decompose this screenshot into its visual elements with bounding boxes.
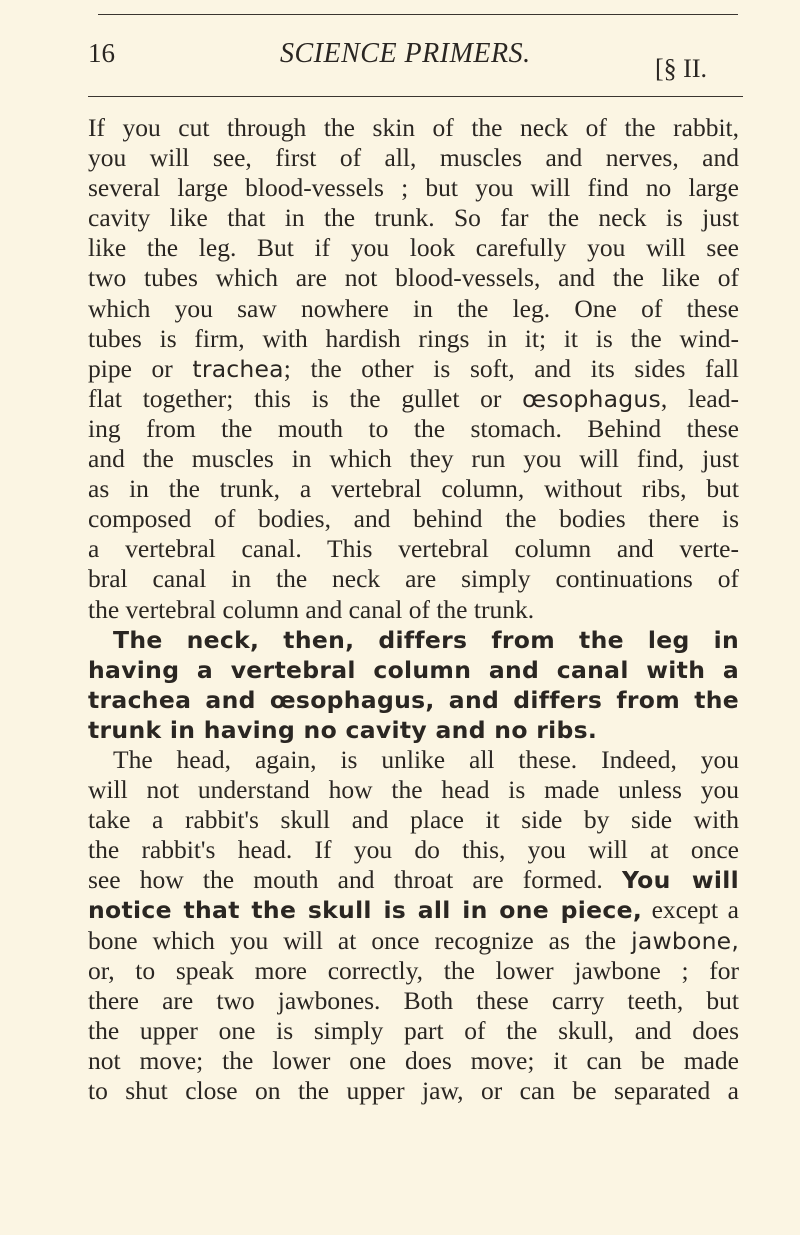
text-line: several large blood-vessels ; but you will find no large: [88, 173, 739, 203]
text-line: [88, 384, 739, 414]
text-line: not move; the lower one does move; it can be made: [88, 1045, 739, 1075]
text-line: bral canal in the neck are simply continuations of: [88, 564, 739, 594]
text-line: the rabbit's head. If you do this, you will at once: [88, 835, 739, 865]
text-line: two tubes which are not blood-vessels, and the like of: [88, 263, 739, 293]
text-run: bone which you will at once recognize as the: [88, 925, 632, 955]
summary-line: The neck, then, differs from the leg in: [113, 625, 739, 654]
text-line: ing from the mouth to the stomach. Behind these: [88, 413, 739, 443]
text-line: [88, 926, 739, 956]
running-title: SCIENCE PRIMERS.: [280, 38, 531, 69]
text-line: composed of bodies, and behind the bodies there is: [88, 504, 739, 534]
term-trachea: trachea: [192, 354, 284, 383]
text-run: see how the mouth and throat are formed.: [88, 865, 622, 895]
text-line: and the muscles in which they run you will find, just: [88, 444, 739, 474]
text-line: tubes is firm, with hardish rings in it; it is the wind-: [88, 323, 739, 353]
text-run: except a: [642, 895, 740, 925]
text-run: , lead-: [660, 383, 739, 413]
text-line: [88, 354, 739, 384]
text-line: to shut close on the upper jaw, or can be separated a: [88, 1076, 739, 1105]
header-bottom-rule: [88, 96, 743, 97]
text-line: the upper one is simply part of the skull, and does: [88, 1015, 739, 1045]
text-run: ; the other is soft, and its sides fall: [283, 353, 739, 383]
text-line: will not understand how the head is made unless you: [88, 775, 739, 805]
text-line: you will see, first of all, muscles and nerves, and: [88, 143, 739, 173]
text-line: cavity like that in the trunk. So far the neck is just: [88, 203, 739, 233]
text-run: pipe or: [88, 353, 193, 383]
page-header: [88, 30, 743, 90]
text-line: [88, 895, 739, 925]
text-line: [88, 865, 739, 895]
summary-line: having a vertebral column and canal with a: [88, 655, 739, 684]
text-line: a vertebral canal. This vertebral column and verte-: [88, 534, 739, 564]
text-line: or, to speak more correctly, the lower jawbone ; for: [88, 955, 739, 985]
term-jawbone: jawbone,: [631, 926, 739, 955]
text-line: like the leg. But if you look carefully you will see: [88, 233, 739, 263]
text-line: as in the trunk, a vertebral column, without ribs, but: [88, 474, 739, 504]
page-number: 16: [88, 38, 115, 68]
text-line: The head, again, is unlike all these. Indeed, you: [113, 744, 739, 774]
summary-line: trachea and œsophagus, and differs from the: [88, 685, 739, 714]
text-line: If you cut through the skin of the neck of the rabbit,: [88, 113, 739, 142]
text-line: take a rabbit's skull and place it side by side with: [88, 805, 739, 835]
term-oesophagus: œsophagus: [522, 384, 661, 413]
section-reference: [§ II.: [655, 54, 707, 83]
text-line: the vertebral column and canal of the trunk.: [88, 594, 535, 624]
text-line: which you saw nowhere in the leg. One of these: [88, 293, 739, 323]
body-text: [88, 113, 739, 1106]
text-run: flat together; this is the gullet or: [88, 383, 523, 413]
emphasis-run: You will: [621, 866, 740, 895]
header-top-rule: [98, 14, 738, 15]
text-line: there are two jawbones. Both these carry teeth, but: [88, 985, 739, 1015]
emphasis-run: notice that the skull is all in one piece,: [88, 896, 643, 925]
summary-line: trunk in having no cavity and no ribs.: [88, 715, 598, 744]
